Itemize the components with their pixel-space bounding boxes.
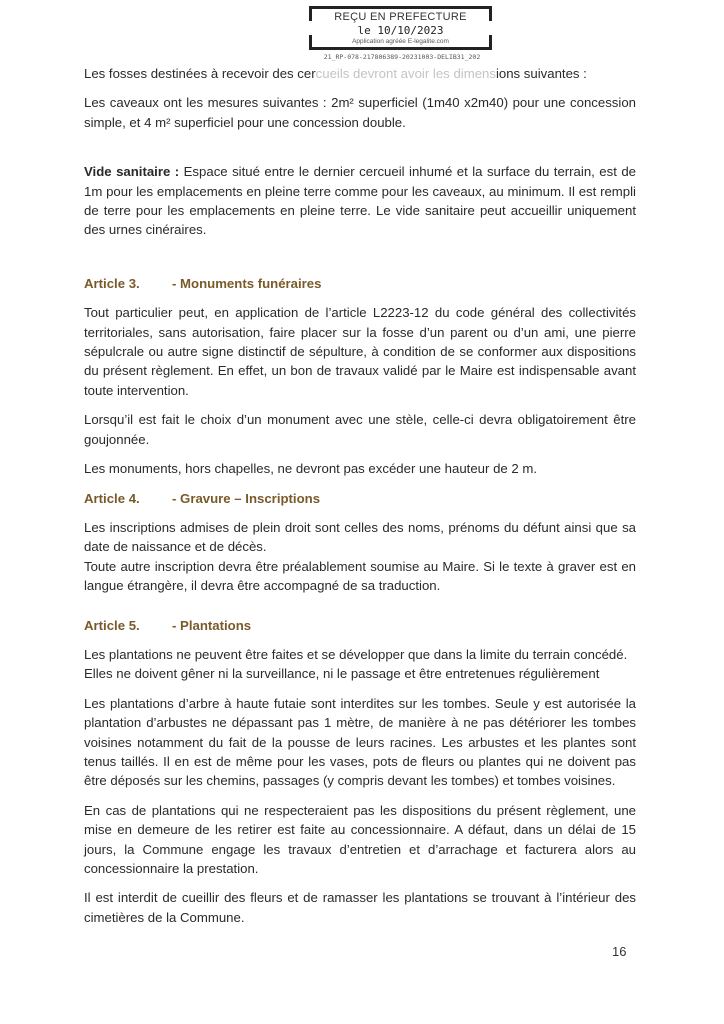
vide-sanitaire-label: Vide sanitaire : — [84, 164, 180, 180]
page-number: 16 — [612, 944, 627, 959]
article-title: - Plantations — [172, 617, 252, 633]
text: Les fosses destinées à recevoir des cer — [84, 66, 316, 81]
text: ions suivantes : — [495, 66, 587, 81]
article-5-paragraph: Elles ne doivent gêner ni la surveillance, ni le passage et être entretenues régulièrement — [84, 666, 600, 682]
stamp-date: le 10/10/2023 — [357, 24, 444, 37]
article-title: - Monuments funéraires — [172, 275, 322, 291]
article-5-paragraph: Les plantations d’arbre à haute futaie sont interdites sur les tombes. Seule y est autorisée la plantation d’arbustes ne dépassant pas 1 mètre, de manière à ne pas détériorer les tombes voisines notamment du fait de la pousse de leurs racines. Les arbustes et les plantes sont tenus taillés. Il en est de même pour les vases, pots de fleurs ou plantes qui ne doivent pas être déposés sur les chemins, passages (y compris devant les tombes) et tombes voisines. — [84, 695, 636, 789]
article-5-heading — [84, 616, 636, 635]
article-3-paragraph: Tout particulier peut, en application de l’article L2223-12 du code général des collectivités territoriales, sans autorisation, faire placer sur la fosse d’un parent ou d’un ami, une pierre sépulcrale ou autre signe distinctif de sépulture, à condition de se conformer aux dispositions du présent règlement. En effet, un bon de travaux validé par le Maire est indispensable avant toute intervention. — [84, 305, 636, 398]
article-5-paragraph: Il est interdit de cueillir des fleurs et de ramasser les plantations se trouvant à l’intérieur des cimetières de la Commune. — [84, 890, 636, 925]
article-number: Article 4. — [84, 490, 140, 506]
stamp-border-bottom — [309, 47, 492, 50]
article-4-paragraph: Les inscriptions admises de plein droit sont celles des noms, prénoms du défunt ainsi que sa date de naissance et de décès. — [84, 519, 636, 555]
document-body — [84, 64, 636, 937]
stamp-border-top — [309, 6, 492, 9]
paragraph-fosses — [84, 64, 636, 83]
article-4-heading — [84, 489, 636, 508]
article-4-paragraph: Toute autre inscription devra être préalablement soumise au Maire. Si le texte à graver est en langue étrangère, il devra être accompagné de sa traduction. — [84, 558, 636, 594]
vide-sanitaire-text: Espace situé entre le dernier cercueil inhumé et la surface du terrain, est de 1m pour les emplacements en pleine terre comme pour les caveaux, au minimum. Il est rempli de terre pour les emplacements en pleine terre. Le vide sanitaire peut accueillir uniquement des urnes cinéraires. — [84, 164, 636, 238]
article-number: Article 3. — [84, 275, 140, 291]
article-3-heading — [84, 274, 636, 293]
stamp-reference: 21_RP-078-217806389-20231003-DELIB31_202 — [323, 53, 481, 61]
paragraph-vide-sanitaire — [84, 162, 636, 240]
article-5-paragraph: Les plantations ne peuvent être faites et se développer que dans la limite du terrain concédé. — [84, 646, 628, 662]
stamp-title: REÇU EN PREFECTURE — [334, 11, 467, 23]
article-3-paragraph: Les monuments, hors chapelles, ne devront pas excéder une hauteur de 2 m. — [84, 461, 538, 477]
paragraph-caveaux: Les caveaux ont les mesures suivantes : 2m² superficiel (1m40 x2m40) pour une concession simple, et 4 m² superficiel pour une concession double. — [84, 95, 636, 130]
article-number: Article 5. — [84, 617, 140, 633]
prefecture-stamp — [309, 4, 492, 52]
stamp-application: Application agréée E-legalite.com — [352, 38, 449, 45]
article-5-paragraph: En cas de plantations qui ne respecteraient pas les dispositions du présent règlement, une mise en demeure de les retirer est faite au concessionnaire. A défaut, dans un délai de 15 jours, la Commune engage les travaux d’entretien et d’arrachage et facturera alors au concessionnaire la prestation. — [84, 802, 636, 876]
text-obscured: cueils devront avoir les dimens — [315, 66, 496, 81]
article-title: - Gravure – Inscriptions — [172, 490, 321, 506]
article-3-paragraph: Lorsqu’il est fait le choix d’un monument avec une stèle, celle-ci devra obligatoirement être goujonnée. — [84, 412, 636, 447]
